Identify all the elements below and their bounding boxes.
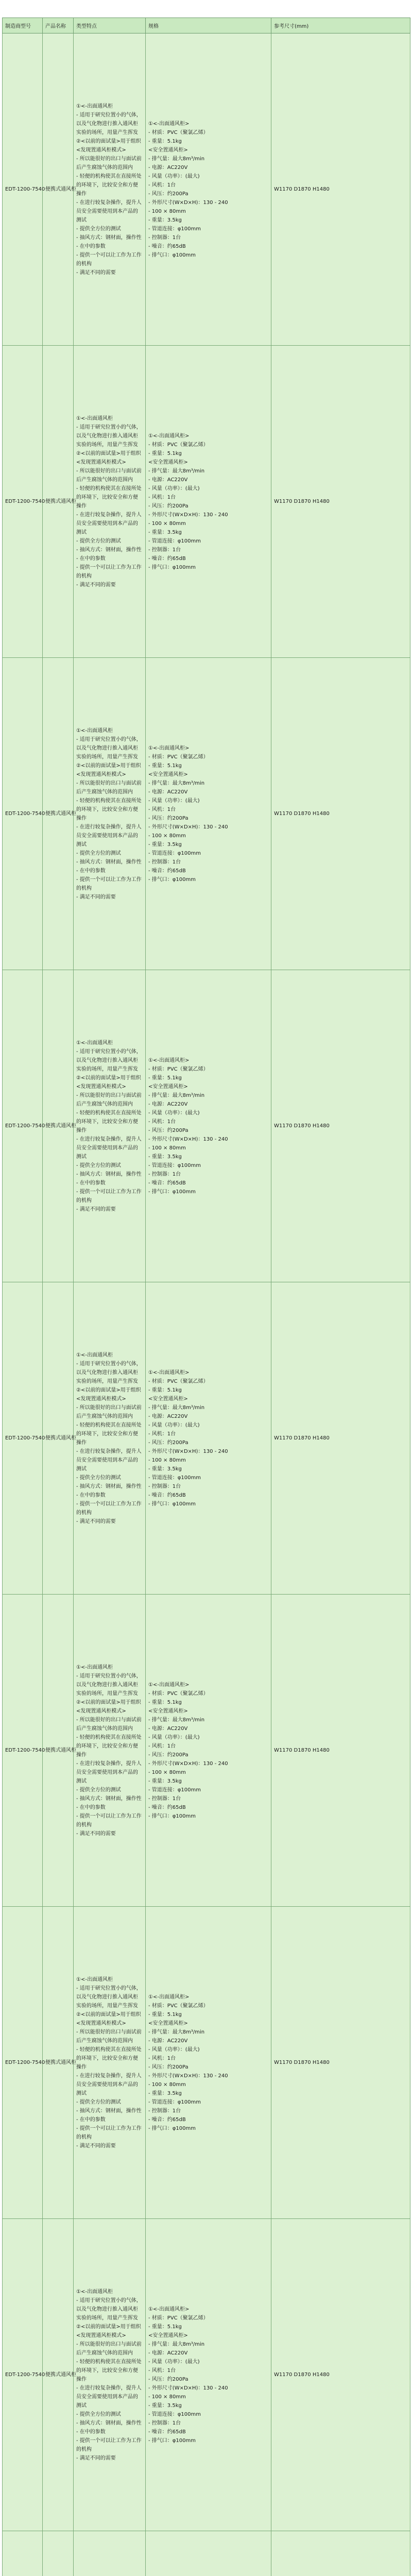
spec-line: - 排气口：φ100mm [148, 2437, 196, 2444]
feature-line: - 在进行较复杂操作，提升人员安全需要使用到本产品的测试 [76, 824, 142, 848]
spec-line: - 噪音：约65dB [148, 1804, 186, 1810]
spec-line: - 管道连接：φ100mm [148, 2099, 201, 2105]
feature-line: - 提供一个可以让工作为工作的机构 [76, 564, 142, 579]
cell-product-name: 便携式通风柜 [43, 346, 74, 658]
cell-specs [146, 2219, 271, 2531]
feature-line: - 满足不同的需要 [76, 894, 116, 900]
header-product-name: 产品名称 [43, 18, 74, 33]
spec-line: - 控制器：1台 [148, 1171, 181, 1177]
feature-line: - 在进行较复杂操作，提升人员安全需要使用到本产品的测试 [76, 2073, 142, 2096]
feature-line: - 在进行较复杂操作，提升人员安全需要使用到本产品的测试 [76, 2385, 142, 2409]
spec-line: - 材质：PVC（聚氯乙烯） [148, 129, 209, 135]
feature-line: - 适用于研究位置小的气体，以及气化物进行推入通风柜实验的场所，用量产生挥发 [76, 112, 142, 135]
feature-line: <发现置通风柜模式> [76, 2332, 126, 2338]
feature-line: - 适用于研究位置小的气体，以及气化物进行推入通风柜实验的场所，用量产生挥发 [76, 1673, 142, 1697]
spec-line: - 噪音：约65dB [148, 1180, 186, 1186]
feature-line: ②<以前的面试量>用于组织 [76, 2324, 141, 2330]
table-body [3, 33, 410, 2576]
spec-line: ①<-出面通风柜> [148, 745, 190, 751]
spec-line: - 风机：1台 [148, 2055, 176, 2061]
cell-size [271, 2531, 410, 2576]
spec-line: - 排气口：φ100mm [148, 564, 196, 570]
spec-line: - 风压：约200Pa [148, 2064, 188, 2070]
cell-model: EDT-1200-7540 [3, 1907, 43, 2219]
spec-line: - 排气口：φ100mm [148, 876, 196, 883]
feature-line: - 满足不同的需要 [76, 1831, 116, 1837]
feature-line: - 轻便的机构使其在直接所处的环境下，比较安全和方便操作 [76, 1422, 142, 1446]
feature-line: - 提供全方位的测试 [76, 2099, 121, 2105]
feature-line: <发现置通风柜模式> [76, 1708, 126, 1714]
header-model: 制造商型号 [3, 18, 43, 33]
feature-line: - 适用于研究位置小的气体，以及气化物进行推入通风柜实验的场所，用量产生挥发 [76, 1985, 142, 2009]
feature-line: <发现置通风柜模式> [76, 1396, 126, 1402]
feature-line: ②<以前的面试量>用于组织 [76, 450, 141, 456]
feature-line: - 所以能很好的出口与面试前后产生腐蚀气体的范围内 [76, 2029, 142, 2044]
spec-line: - 电源：AC220V [148, 1413, 188, 1419]
feature-line: ②<以前的面试量>用于组织 [76, 2011, 141, 2018]
cell-size: W1170 D1870 H1480 [271, 33, 410, 346]
feature-line: - 提供全方位的测试 [76, 226, 121, 232]
spec-line: - 排气量：最大8m³/min [148, 780, 205, 786]
feature-line: - 适用于研究位置小的气体，以及气化物进行推入通风柜实验的场所，用量产生挥发 [76, 1361, 142, 1384]
feature-line: - 满足不同的需要 [76, 2455, 116, 2461]
cell-features [74, 1282, 146, 1595]
cell-size: W1170 D1870 H1480 [271, 1595, 410, 1907]
feature-line: - 满足不同的需要 [76, 1206, 116, 1212]
spec-line: - 材质：PVC（聚氯乙烯） [148, 1690, 209, 1697]
cell-size: W1170 D1870 H1480 [271, 2219, 410, 2531]
cell-specs [146, 2531, 271, 2576]
spec-line: - 风压：约200Pa [148, 503, 188, 509]
table-row [3, 33, 410, 346]
spec-line: ①<-出面通风柜> [148, 1994, 190, 2000]
feature-line: - 在进行较复杂操作，提升人员安全需要使用到本产品的测试 [76, 1136, 142, 1160]
cell-product-name: 便携式通风柜 [43, 1595, 74, 1907]
spec-line: - 重量：5.1kg [148, 762, 182, 769]
cell-features [74, 1595, 146, 1907]
spec-line: - 电源：AC220V [148, 164, 188, 171]
table-row [3, 2219, 410, 2531]
cell-product-name: 便携式通风柜 [43, 1907, 74, 2219]
cell-size: W1170 D1870 H1480 [271, 1282, 410, 1595]
spec-line: - 风机：1台 [148, 1118, 176, 1125]
feature-line: ①<-出面通风柜 [76, 2289, 113, 2295]
spec-line: - 材质：PVC（聚氯乙烯） [148, 442, 209, 448]
feature-line: ①<-出面通风柜 [76, 415, 113, 421]
spec-line: - 风量（功率）：(最大) [148, 1734, 200, 1740]
cell-specs [146, 1595, 271, 1907]
feature-line: - 在中的参数 [76, 2429, 106, 2435]
cell-model: EDT-1200-7540 [3, 1595, 43, 1907]
cell-size: W1170 D1870 H1480 [271, 970, 410, 1282]
spec-line: - 重量：5.1kg [148, 1387, 182, 1393]
feature-line: - 轻便的机构使其在直接所处的环境下，比较安全和方便操作 [76, 2046, 142, 2070]
feature-line: - 提供一个可以让工作为工作的机构 [76, 1189, 142, 1204]
feature-line: - 提供全方位的测试 [76, 1162, 121, 1168]
spec-line: - 电源：AC220V [148, 1725, 188, 1732]
feature-line: - 所以能很好的出口与面试前后产生腐蚀气体的范围内 [76, 2341, 142, 2356]
spec-line: - 100 × 80mm [148, 1457, 186, 1463]
feature-line: - 轻便的机构使其在直接所处的环境下，比较安全和方便操作 [76, 485, 142, 509]
cell-features [74, 33, 146, 346]
cell-features [74, 2531, 146, 2576]
feature-line: - 适用于研究位置小的气体，以及气化物进行推入通风柜实验的场所，用量产生挥发 [76, 424, 142, 448]
feature-line: - 轻便的机构使其在直接所处的环境下，比较安全和方便操作 [76, 2359, 142, 2382]
spec-line: - 排气量：最大8m³/min [148, 2029, 205, 2035]
spec-line: - 噪音：约65dB [148, 555, 186, 562]
feature-line: - 提供一个可以让工作为工作的机构 [76, 2125, 142, 2140]
feature-line: - 提供一个可以让工作为工作的机构 [76, 876, 142, 891]
spec-line: - 风机：1台 [148, 182, 176, 188]
feature-line: - 提供全方位的测试 [76, 1787, 121, 1793]
spec-line: - 排气口：φ100mm [148, 252, 196, 258]
spec-line: <安全置通风柜> [148, 2020, 188, 2026]
spec-line: - 外形尺寸(W×D×H)：130 - 240 [148, 199, 228, 206]
cell-size: W1170 D1870 H1480 [271, 1907, 410, 2219]
spec-line: - 外形尺寸(W×D×H)：130 - 240 [148, 1448, 228, 1454]
spec-line: <安全置通风柜> [148, 1083, 188, 1090]
cell-product-name: 便携式通风柜 [43, 658, 74, 970]
table-row [3, 2531, 410, 2576]
cell-specs [146, 346, 271, 658]
spec-line: <安全置通风柜> [148, 1708, 188, 1714]
feature-line: <发现置通风柜模式> [76, 771, 126, 777]
spec-line: - 排气量：最大8m³/min [148, 468, 205, 474]
feature-line: - 在中的参数 [76, 2116, 106, 2123]
feature-line: ②<以前的面试量>用于组织 [76, 762, 141, 769]
feature-line: - 提供一个可以让工作为工作的机构 [76, 2437, 142, 2452]
cell-specs [146, 1907, 271, 2219]
cell-model [3, 2531, 43, 2576]
spec-line: - 控制器：1台 [148, 234, 181, 241]
spec-line: ①<-出面通风柜> [148, 121, 190, 127]
spec-line: - 控制器：1台 [148, 1795, 181, 1802]
spec-line: - 重量：5.1kg [148, 1699, 182, 1705]
feature-line: <发现置通风柜模式> [76, 147, 126, 153]
spec-line: - 重量：3.5kg [148, 1154, 182, 1160]
spec-line: - 排气量：最大8m³/min [148, 1404, 205, 1411]
cell-product-name: 便携式通风柜 [43, 970, 74, 1282]
cell-model: EDT-1200-7540 [3, 346, 43, 658]
spec-line: <安全置通风柜> [148, 459, 188, 465]
spec-line: - 重量：3.5kg [148, 2090, 182, 2096]
spec-line: - 排气量：最大8m³/min [148, 156, 205, 162]
spec-line: - 重量：3.5kg [148, 841, 182, 848]
spec-line: <安全置通风柜> [148, 771, 188, 777]
spec-line: - 排气口：φ100mm [148, 2125, 196, 2131]
feature-line: ①<-出面通风柜 [76, 1040, 113, 1046]
feature-line: - 提供一个可以让工作为工作的机构 [76, 252, 142, 267]
feature-line: - 适用于研究位置小的气体，以及气化物进行推入通风柜实验的场所，用量产生挥发 [76, 2297, 142, 2321]
spec-line: - 排气口：φ100mm [148, 1813, 196, 1819]
spec-line: - 风压：约200Pa [148, 1752, 188, 1758]
spec-line: - 外形尺寸(W×D×H)：130 - 240 [148, 1136, 228, 1142]
spec-line: - 风量（功率）：(最大) [148, 485, 200, 492]
cell-features [74, 2219, 146, 2531]
spec-line: - 外形尺寸(W×D×H)：130 - 240 [148, 1760, 228, 1767]
cell-model: EDT-1200-7540 [3, 2219, 43, 2531]
spec-line: - 电源：AC220V [148, 2350, 188, 2356]
feature-line: - 在中的参数 [76, 1492, 106, 1498]
spec-line: - 重量：3.5kg [148, 2402, 182, 2409]
spec-line: - 排气口：φ100mm [148, 1189, 196, 1195]
cell-specs [146, 970, 271, 1282]
spec-line: - 重量：5.1kg [148, 2324, 182, 2330]
feature-line: - 提供全方位的测试 [76, 1475, 121, 1481]
spec-line: ①<-出面通风柜> [148, 433, 190, 439]
spec-line: - 100 × 80mm [148, 1769, 186, 1775]
feature-line: - 在进行较复杂操作，提升人员安全需要使用到本产品的测试 [76, 199, 142, 223]
spec-line: - 重量：3.5kg [148, 529, 182, 535]
feature-line: ②<以前的面试量>用于组织 [76, 1699, 141, 1705]
spec-line: - 材质：PVC（聚氯乙烯） [148, 1378, 209, 1384]
cell-model: EDT-1200-7540 [3, 33, 43, 346]
spec-line: - 控制器：1台 [148, 2108, 181, 2114]
cell-product-name: 便携式通风柜 [43, 2219, 74, 2531]
feature-line: - 提供一个可以让工作为工作的机构 [76, 1501, 142, 1516]
spec-line: <安全置通风柜> [148, 147, 188, 153]
spec-line: - 管道连接：φ100mm [148, 850, 201, 856]
spec-line: - 电源：AC220V [148, 789, 188, 795]
spec-line: - 风机：1台 [148, 1743, 176, 1749]
spec-line: - 100 × 80mm [148, 1145, 186, 1151]
spec-line: - 电源：AC220V [148, 477, 188, 483]
spec-line: - 风压：约200Pa [148, 815, 188, 821]
spec-line: - 电源：AC220V [148, 1101, 188, 1107]
table-row [3, 658, 410, 970]
spec-line: - 外形尺寸(W×D×H)：130 - 240 [148, 2073, 228, 2079]
spec-line: - 管道连接：φ100mm [148, 1787, 201, 1793]
feature-line: - 在中的参数 [76, 868, 106, 874]
feature-line: - 适用于研究位置小的气体，以及气化物进行推入通风柜实验的场所，用量产生挥发 [76, 736, 142, 760]
feature-line: - 抽风方式：钢材面，操作性 [76, 859, 142, 865]
feature-line: - 抽风方式：钢材面，操作性 [76, 1171, 142, 1177]
feature-line: ②<以前的面试量>用于组织 [76, 1387, 141, 1393]
cell-size: W1170 D1870 H1480 [271, 346, 410, 658]
spec-line: - 风量（功率）：(最大) [148, 2046, 200, 2053]
cell-features [74, 1907, 146, 2219]
feature-line: - 所以能很好的出口与面试前后产生腐蚀气体的范围内 [76, 1092, 142, 1107]
spec-line: - 噪音：约65dB [148, 2116, 186, 2123]
feature-line: - 抽风方式：钢材面，操作性 [76, 2420, 142, 2426]
feature-line: - 所以能很好的出口与面试前后产生腐蚀气体的范围内 [76, 468, 142, 483]
feature-line: - 满足不同的需要 [76, 2143, 116, 2149]
feature-line: - 在中的参数 [76, 1804, 106, 1810]
spec-line: - 100 × 80mm [148, 833, 186, 839]
feature-line: <发现置通风柜模式> [76, 2020, 126, 2026]
feature-line: - 抽风方式：钢材面，操作性 [76, 1483, 142, 1489]
feature-line: - 在进行较复杂操作，提升人员安全需要使用到本产品的测试 [76, 1448, 142, 1472]
feature-line: - 满足不同的需要 [76, 582, 116, 588]
feature-line: - 适用于研究位置小的气体，以及气化物进行推入通风柜实验的场所，用量产生挥发 [76, 1048, 142, 1072]
feature-line: - 提供一个可以让工作为工作的机构 [76, 1813, 142, 1828]
spec-line: - 管道连接：φ100mm [148, 2411, 201, 2417]
spec-line: - 100 × 80mm [148, 2394, 186, 2400]
cell-size: W1170 D1870 H1480 [271, 658, 410, 970]
spec-line: - 风压：约200Pa [148, 2376, 188, 2382]
spec-line: - 排气量：最大8m³/min [148, 1717, 205, 1723]
feature-line: - 抽风方式：钢材面，操作性 [76, 2108, 142, 2114]
spec-line: - 材质：PVC（聚氯乙烯） [148, 2003, 209, 2009]
spec-line: - 噪音：约65dB [148, 1492, 186, 1498]
feature-line: - 轻便的机构使其在直接所处的环境下，比较安全和方便操作 [76, 798, 142, 821]
feature-line: - 所以能很好的出口与面试前后产生腐蚀气体的范围内 [76, 780, 142, 795]
spec-line: ①<-出面通风柜> [148, 2306, 190, 2312]
cell-model: EDT-1200-7540 [3, 970, 43, 1282]
spec-line: - 控制器：1台 [148, 547, 181, 553]
spec-line: - 风压：约200Pa [148, 191, 188, 197]
cell-product-name: 便携式通风柜 [43, 1282, 74, 1595]
feature-line: ①<-出面通风柜 [76, 1976, 113, 1982]
spec-line: <安全置通风柜> [148, 2332, 188, 2338]
spec-line: - 外形尺寸(W×D×H)：130 - 240 [148, 824, 228, 830]
spec-line: - 风量（功率）：(最大) [148, 1110, 200, 1116]
spec-line: - 噪音：约65dB [148, 868, 186, 874]
spec-line: - 电源：AC220V [148, 2038, 188, 2044]
spec-line: - 风量（功率）：(最大) [148, 2359, 200, 2365]
spec-line: - 排气量：最大8m³/min [148, 1092, 205, 1098]
feature-line: - 所以能很好的出口与面试前后产生腐蚀气体的范围内 [76, 1717, 142, 1732]
spec-line: - 材质：PVC（聚氯乙烯） [148, 754, 209, 760]
spec-line: <安全置通风柜> [148, 1396, 188, 1402]
feature-line: - 在进行较复杂操作，提升人员安全需要使用到本产品的测试 [76, 512, 142, 535]
feature-line: ①<-出面通风柜 [76, 727, 113, 734]
feature-line: - 在中的参数 [76, 1180, 106, 1186]
spec-line: - 重量：5.1kg [148, 138, 182, 144]
feature-line: - 轻便的机构使其在直接所处的环境下，比较安全和方便操作 [76, 173, 142, 197]
spec-line: - 100 × 80mm [148, 2081, 186, 2088]
table-row [3, 346, 410, 658]
feature-line: - 满足不同的需要 [76, 269, 116, 276]
feature-line: - 满足不同的需要 [76, 1518, 116, 1524]
cell-model: EDT-1200-7540 [3, 658, 43, 970]
feature-line: - 所以能很好的出口与面试前后产生腐蚀气体的范围内 [76, 156, 142, 171]
table-header-row [3, 18, 410, 33]
feature-line: ①<-出面通风柜 [76, 1664, 113, 1670]
spec-line: - 控制器：1台 [148, 859, 181, 865]
feature-line: - 提供全方位的测试 [76, 2411, 121, 2417]
feature-line: - 所以能很好的出口与面试前后产生腐蚀气体的范围内 [76, 1404, 142, 1419]
feature-line: - 轻便的机构使其在直接所处的环境下，比较安全和方便操作 [76, 1110, 142, 1133]
feature-line: - 提供全方位的测试 [76, 850, 121, 856]
spec-line: ①<-出面通风柜> [148, 1057, 190, 1063]
feature-line: ②<以前的面试量>用于组织 [76, 138, 141, 144]
feature-line: - 在中的参数 [76, 243, 106, 249]
cell-specs [146, 658, 271, 970]
table-row [3, 1907, 410, 2219]
spec-line: - 材质：PVC（聚氯乙烯） [148, 1066, 209, 1072]
feature-line: ②<以前的面试量>用于组织 [76, 1075, 141, 1081]
cell-product-name: 便携式通风柜 [43, 33, 74, 346]
spec-line: - 管道连接：φ100mm [148, 226, 201, 232]
feature-line: - 提供全方位的测试 [76, 538, 121, 544]
spec-line: - 重量：3.5kg [148, 217, 182, 223]
spec-line: - 管道连接：φ100mm [148, 538, 201, 544]
header-size: 参考尺寸(mm) [271, 18, 410, 33]
spec-line: - 风量（功率）：(最大) [148, 798, 200, 804]
spec-line: ①<-出面通风柜> [148, 1682, 190, 1688]
cell-model: EDT-1200-7540 [3, 1282, 43, 1595]
feature-line: - 抽风方式：钢材面，操作性 [76, 1795, 142, 1802]
spec-line: - 100 × 80mm [148, 520, 186, 527]
spec-line: - 排气口：φ100mm [148, 1501, 196, 1507]
feature-line: <发现置通风柜模式> [76, 459, 126, 465]
spec-line: - 风量（功率）：(最大) [148, 173, 200, 179]
spec-line: - 重量：3.5kg [148, 1466, 182, 1472]
feature-line: - 在进行较复杂操作，提升人员安全需要使用到本产品的测试 [76, 1760, 142, 1784]
spec-line: - 风量（功率）：(最大) [148, 1422, 200, 1428]
spec-line: - 控制器：1台 [148, 2420, 181, 2426]
cell-specs [146, 33, 271, 346]
cell-features [74, 346, 146, 658]
spec-line: - 风压：约200Pa [148, 1439, 188, 1446]
spec-line: - 重量：3.5kg [148, 1778, 182, 1784]
spec-line: - 噪音：约65dB [148, 243, 186, 249]
spec-table [2, 18, 410, 2576]
spec-line: - 控制器：1台 [148, 1483, 181, 1489]
spec-line: - 风机：1台 [148, 806, 176, 812]
spec-line: - 管道连接：φ100mm [148, 1162, 201, 1168]
feature-line: - 轻便的机构使其在直接所处的环境下，比较安全和方便操作 [76, 1734, 142, 1758]
feature-line: - 抽风方式：钢材面，操作性 [76, 234, 142, 241]
table-row [3, 970, 410, 1282]
feature-line: - 抽风方式：钢材面，操作性 [76, 547, 142, 553]
cell-features [74, 658, 146, 970]
spec-line: - 风压：约200Pa [148, 1127, 188, 1133]
header-features: 类型特点 [74, 18, 146, 33]
spec-line: - 外形尺寸(W×D×H)：130 - 240 [148, 2385, 228, 2391]
spec-line: - 外形尺寸(W×D×H)：130 - 240 [148, 512, 228, 518]
spec-line: - 噪音：约65dB [148, 2429, 186, 2435]
spec-line: - 100 × 80mm [148, 208, 186, 214]
spec-line: - 材质：PVC（聚氯乙烯） [148, 2315, 209, 2321]
spec-line: - 管道连接：φ100mm [148, 1475, 201, 1481]
cell-product-name [43, 2531, 74, 2576]
cell-specs [146, 1282, 271, 1595]
spec-line: - 重量：5.1kg [148, 1075, 182, 1081]
feature-line: ①<-出面通风柜 [76, 1352, 113, 1358]
spec-line: - 重量：5.1kg [148, 2011, 182, 2018]
spec-line: - 风机：1台 [148, 1431, 176, 1437]
spec-line: - 风机：1台 [148, 2367, 176, 2374]
table-row [3, 1595, 410, 1907]
feature-line: - 在中的参数 [76, 555, 106, 562]
table-row [3, 1282, 410, 1595]
header-specs: 规格 [146, 18, 271, 33]
spec-line: - 风机：1台 [148, 494, 176, 500]
spec-line: - 重量：5.1kg [148, 450, 182, 456]
feature-line: ①<-出面通风柜 [76, 103, 113, 109]
spec-line: - 排气量：最大8m³/min [148, 2341, 205, 2347]
spec-line: ①<-出面通风柜> [148, 1369, 190, 1376]
feature-line: <发现置通风柜模式> [76, 1083, 126, 1090]
cell-features [74, 970, 146, 1282]
